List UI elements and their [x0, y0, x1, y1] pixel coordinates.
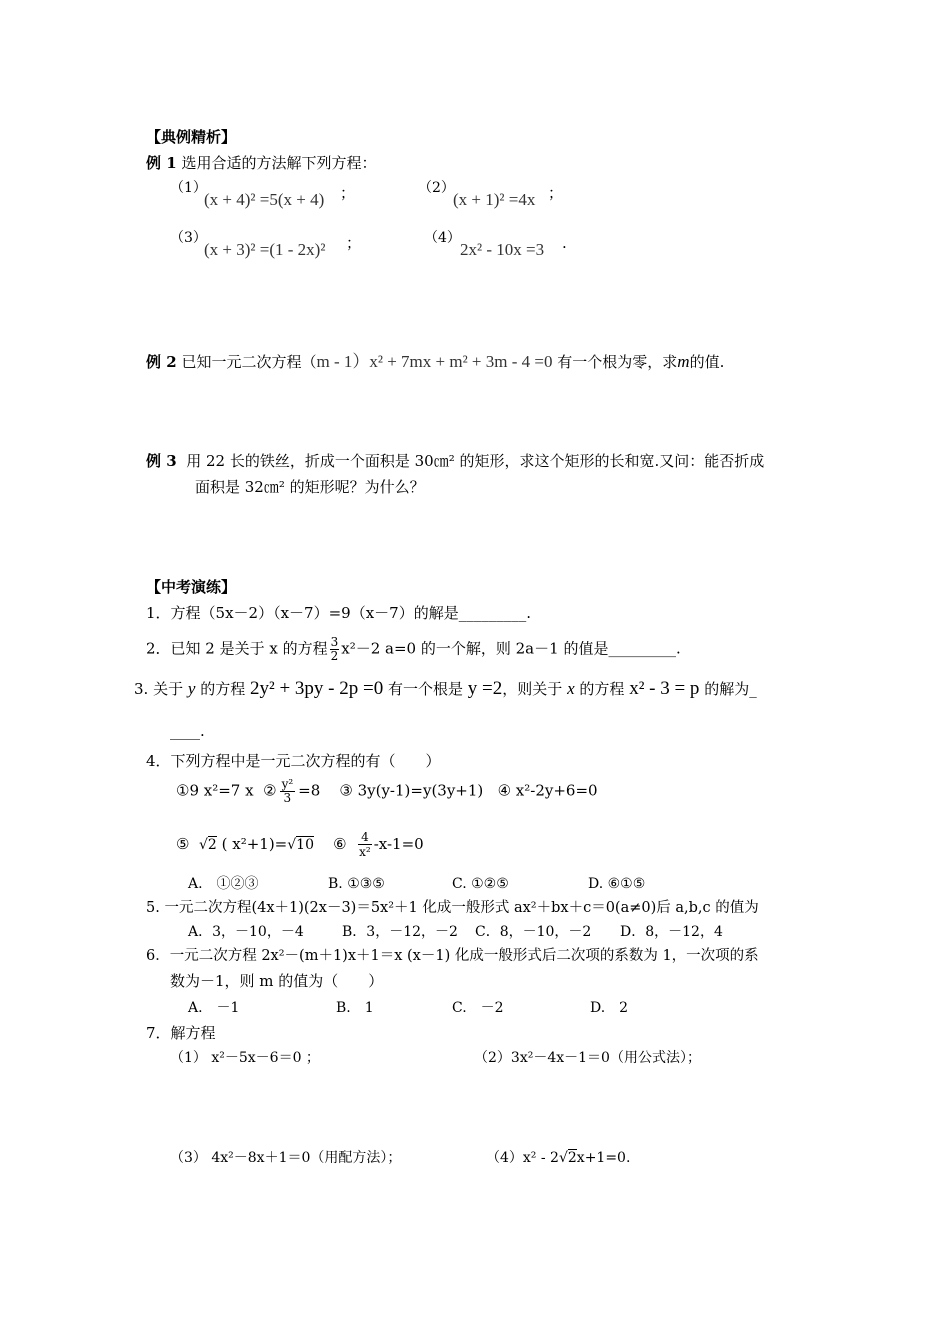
example-1-item-num: （2）	[418, 180, 455, 196]
question-3-text: 的解为_	[704, 680, 757, 698]
question-6-choice: D. 2	[590, 1000, 629, 1016]
question-2	[146, 636, 681, 663]
fraction-numerator: 3	[330, 635, 339, 649]
question-2-text: 2．已知 2 是关于 x 的方程	[146, 639, 328, 658]
radicand: 2	[207, 836, 217, 853]
example-1-text: 选用合适的方法解下列方程：	[181, 154, 377, 172]
question-4-option: ⑤	[176, 834, 190, 853]
question-6-line: 数为－1，则 m 的值为（ ）	[170, 972, 384, 990]
sqrt-symbol: √10	[287, 836, 314, 853]
question-7-part: （1） x²－5x－6＝0 ；	[170, 1050, 320, 1066]
radicand: 2	[567, 1150, 577, 1166]
question-7-part: （3） 4x²－8x＋1＝0（用配方法）；	[170, 1150, 402, 1166]
question-6-choice: B. 1	[336, 1000, 374, 1016]
question-3-equation: 2y² + 3py - 2p =0	[250, 678, 384, 699]
example-1-item-end: .	[562, 234, 567, 252]
question-6-choice: C. －2	[452, 1000, 504, 1016]
question-5-choice: A．3，－10，－4	[188, 924, 304, 940]
example-1-item-end: ；	[548, 184, 564, 202]
example-1-item-num: （1）	[170, 180, 207, 196]
fraction-numerator: y²	[281, 777, 294, 791]
question-5-choice: C．8，－10，－2	[475, 924, 592, 940]
question-4-fraction	[280, 778, 296, 805]
example-1-item-end: ；	[340, 184, 356, 202]
question-3-blank: ____.	[170, 722, 205, 740]
question-4-option: ③ 3y(y-1)=y(3y+1)	[339, 781, 484, 800]
question-7-part-text: x+1=0.	[576, 1150, 631, 1166]
example-1-item-eq: (x + 4)² =5(x + 4)	[204, 190, 325, 209]
example-1-item-num: （4）	[424, 230, 461, 246]
example-2-text: 有一个根为零，求	[557, 353, 678, 371]
question-4-stem: 4．下列方程中是一元二次方程的有（ ）	[146, 752, 441, 770]
question-4-fraction	[358, 830, 372, 860]
question-7-part	[486, 1150, 630, 1167]
question-3-equation: y =2	[467, 678, 503, 699]
question-3-text: 有一个根是	[388, 680, 464, 698]
section-heading-exam-practice: 【中考演练】	[146, 578, 237, 596]
question-5-choice: D．8，－12，4	[620, 924, 723, 940]
example-1-item-eq: 2x² - 10x =3	[460, 240, 545, 259]
sqrt-symbol: √2	[558, 1150, 577, 1166]
example-1-item-end: ；	[346, 234, 362, 252]
question-3-var-x: x	[567, 679, 575, 698]
question-4-choice: B. ①③⑤	[328, 876, 385, 892]
example-3-label: 例 3	[146, 452, 177, 470]
question-3-text: 的方程	[579, 680, 625, 698]
example-3	[146, 452, 764, 470]
example-2-label: 例 2	[146, 353, 177, 371]
section-heading-examples: 【典例精析】	[146, 128, 237, 146]
example-1-item-eq: (x + 3)² =(1 - 2x)²	[204, 240, 326, 259]
question-3-equation: x² - 3 = p	[629, 678, 700, 699]
question-7-stem: 7．解方程	[146, 1024, 216, 1042]
example-1-item-num: （3）	[170, 230, 207, 246]
fraction-numerator: 4	[358, 830, 372, 845]
question-4-choice: A. ①②③	[188, 876, 259, 892]
question-4-option: -x-1=0	[373, 834, 424, 853]
question-4-options-row1	[176, 778, 598, 805]
question-3-text: ，则关于	[502, 680, 563, 698]
question-6-line: 6．一元二次方程 2x²－(m＋1)x＋1＝x (x－1) 化成一般形式后二次项的系数为 1，一次项的系	[146, 948, 759, 964]
question-3-var-y: y	[187, 679, 196, 698]
example-3-line: 用 22 长的铁丝，折成一个面积是 30㎝² 的矩形，求这个矩形的长和宽.又问：能否折成	[186, 452, 765, 470]
question-4-option: ②	[263, 781, 277, 800]
example-3-line: 面积是 32㎝² 的矩形呢？为什么？	[195, 478, 425, 496]
question-5-choice: B．3，－12，－2	[342, 924, 458, 940]
question-2-fraction	[330, 636, 340, 663]
question-4-option: ④ x²-2y+6=0	[497, 781, 598, 800]
question-4-choice: D. ⑥①⑤	[588, 876, 646, 892]
example-2-var: m	[677, 352, 690, 371]
question-4-option: =8	[298, 781, 321, 800]
question-2-text: x²－2 a=0 的一个解，则 2a－1 的值是_________.	[341, 639, 681, 658]
sqrt-symbol: √2	[199, 836, 217, 853]
question-3-text: 3. 关于	[134, 680, 184, 698]
question-4-option: ⑥	[333, 834, 347, 853]
example-2-equation: m - 1）x² + 7mx + m² + 3m - 4 =0	[316, 352, 553, 371]
question-3	[134, 678, 757, 701]
fraction-denominator: x²	[359, 845, 371, 860]
example-2-text: 的值.	[689, 353, 725, 371]
example-2	[146, 352, 724, 372]
question-1: 1．方程（5x－2）（x－7）=9（x－7）的解是_________.	[146, 604, 531, 622]
question-4-option: ( x²+1)=	[221, 834, 288, 853]
example-1	[146, 154, 376, 172]
question-4-options-row2	[176, 830, 424, 860]
fraction-denominator: 2	[330, 649, 339, 664]
question-6-choice: A. －1	[188, 1000, 240, 1016]
example-2-text: 已知一元二次方程（	[181, 353, 317, 371]
question-4-option: ①9 x²=7 x	[176, 781, 254, 800]
question-7-part: （2）3x²－4x－1＝0（用公式法）；	[474, 1050, 701, 1066]
question-4-choice: C. ①②⑤	[452, 876, 509, 892]
example-1-label: 例 1	[146, 154, 177, 172]
question-3-text: 的方程	[200, 680, 246, 698]
example-1-item-eq: (x + 1)² =4x	[453, 190, 536, 209]
fraction-denominator: 3	[283, 791, 292, 806]
question-7-part-text: （4）x² - 2	[486, 1150, 559, 1166]
question-5-stem: 5. 一元二次方程(4x＋1)(2x－3)＝5x²＋1 化成一般形式 ax²＋bx＋c＝0(a≠0)后 a,b,c 的值为	[146, 900, 759, 916]
radicand: 10	[296, 836, 314, 853]
